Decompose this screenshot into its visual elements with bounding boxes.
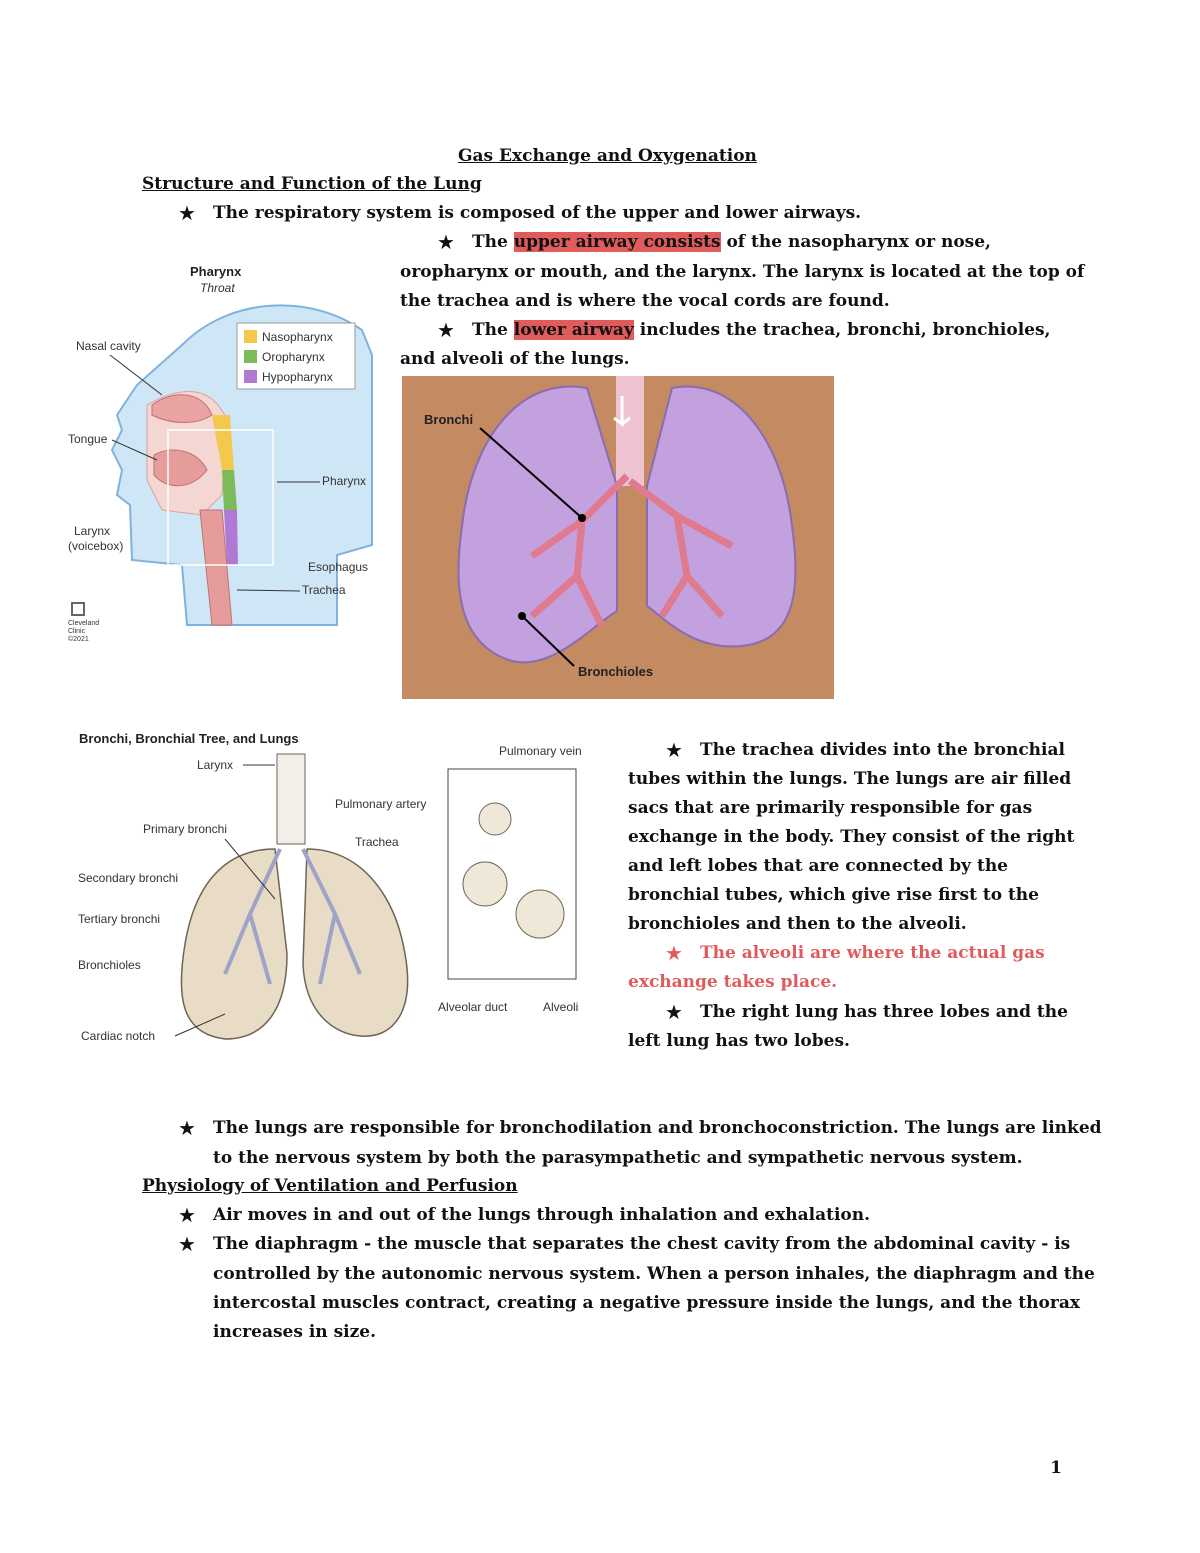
clinic-logo-icon bbox=[72, 603, 84, 615]
section-heading-physiology: Physiology of Ventilation and Perfusion bbox=[142, 1176, 518, 1196]
label-tongue: Tongue bbox=[68, 432, 108, 446]
lower-airway-post: includes the trachea, bronchi, bronchioles, bbox=[633, 320, 1051, 340]
pharynx-subtitle: Throat bbox=[200, 281, 235, 295]
page-title: Gas Exchange and Oxygenation bbox=[458, 146, 757, 166]
label-alveolar-duct: Alveolar duct bbox=[438, 1000, 508, 1014]
label-tertiary-bronchi: Tertiary bronchi bbox=[78, 912, 161, 926]
trachea-line-7: bronchioles and then to the alveoli. bbox=[628, 914, 967, 934]
star-icon: ★ bbox=[665, 941, 683, 965]
label-sketch-bronchioles: Bronchioles bbox=[78, 958, 141, 972]
label-nasal-cavity: Nasal cavity bbox=[76, 339, 141, 353]
star-icon: ★ bbox=[178, 1203, 196, 1227]
label-pulmonary-vein: Pulmonary vein bbox=[499, 744, 582, 758]
label-trachea: Trachea bbox=[302, 583, 346, 597]
page-number: 1 bbox=[1050, 1458, 1062, 1478]
alveoli-line-1: The alveoli are where the actual gas bbox=[700, 943, 1045, 963]
lungs-color-figure bbox=[402, 376, 834, 699]
upper-airway-pre: The bbox=[472, 232, 514, 252]
legend-nasopharynx: Nasopharynx bbox=[262, 330, 333, 344]
diaphragm-line-4: increases in size. bbox=[213, 1322, 376, 1342]
trachea-line-1: The trachea divides into the bronchial bbox=[700, 740, 1065, 760]
bullet-respiratory-system: The respiratory system is composed of the upper and lower airways. bbox=[213, 203, 862, 223]
lobes-line-1: The right lung has three lobes and the bbox=[700, 1002, 1068, 1022]
star-icon: ★ bbox=[178, 201, 196, 225]
star-icon: ★ bbox=[437, 230, 455, 254]
label-pharynx: Pharynx bbox=[322, 474, 367, 488]
trachea-line-3: sacs that are primarily responsible for gas bbox=[628, 798, 1033, 818]
lower-airway-highlight: lower airway bbox=[513, 320, 634, 340]
lobes-line-2: left lung has two lobes. bbox=[628, 1031, 850, 1051]
logo-line2: Clinic bbox=[68, 628, 86, 635]
trachea-tube bbox=[616, 376, 644, 486]
upper-airway-highlight: upper airway consists bbox=[513, 232, 721, 252]
alveoli-line-2: exchange takes place. bbox=[628, 972, 838, 992]
label-pulmonary-artery: Pulmonary artery bbox=[335, 797, 427, 811]
alveolus-cluster bbox=[516, 890, 564, 938]
label-sketch-larynx: Larynx bbox=[197, 758, 234, 772]
legend-oropharynx: Oropharynx bbox=[262, 350, 325, 364]
legend-swatch-hypopharynx bbox=[244, 370, 257, 383]
label-cardiac-notch: Cardiac notch bbox=[81, 1029, 156, 1043]
lower-airway-line2: and alveoli of the lungs. bbox=[400, 349, 630, 369]
diaphragm-line-3: intercostal muscles contract, creating a negative pressure inside the lungs, and the thorax bbox=[213, 1293, 1080, 1313]
pharynx-figure bbox=[62, 255, 382, 655]
bullet-air-moves: Air moves in and out of the lungs through inhalation and exhalation. bbox=[213, 1205, 871, 1225]
alveolus-cluster bbox=[479, 803, 511, 835]
trachea-line-5: and left lobes that are connected by the bbox=[628, 856, 1008, 876]
trachea-line-2: tubes within the lungs. The lungs are air filled bbox=[628, 769, 1072, 789]
trachea-line-4: exchange in the body. They consist of the right bbox=[628, 827, 1075, 847]
star-icon: ★ bbox=[437, 318, 455, 342]
star-icon: ★ bbox=[178, 1232, 196, 1256]
label-voicebox: (voicebox) bbox=[68, 539, 124, 553]
bullet-lower-airway bbox=[472, 316, 1050, 345]
label-bronchi: Bronchi bbox=[424, 412, 474, 427]
label-sketch-trachea: Trachea bbox=[355, 835, 399, 849]
label-alveoli: Alveoli bbox=[543, 1000, 579, 1014]
lungs-sketch-figure bbox=[75, 724, 615, 1064]
sketch-trachea bbox=[277, 754, 305, 844]
upper-airway-post: of the nasopharynx or nose, bbox=[720, 232, 991, 252]
section-heading-structure: Structure and Function of the Lung bbox=[142, 174, 482, 194]
label-larynx: Larynx bbox=[74, 524, 111, 538]
upper-airway-line2: oropharynx or mouth, and the larynx. The larynx is located at the top of bbox=[400, 262, 1085, 282]
label-secondary-bronchi: Secondary bronchi bbox=[78, 871, 179, 885]
star-icon: ★ bbox=[665, 1000, 683, 1024]
bronchodilation-line-1: The lungs are responsible for bronchodilation and bronchoconstriction. The lungs are linked bbox=[213, 1118, 1102, 1138]
upper-airway-line3: the trachea and is where the vocal cords are found. bbox=[400, 291, 890, 311]
diaphragm-line-2: controlled by the autonomic nervous system. When a person inhales, the diaphragm and the bbox=[213, 1264, 1095, 1284]
bronchodilation-line-2: to the nervous system by both the parasympathetic and sympathetic nervous system. bbox=[213, 1148, 1023, 1168]
sketch-title: Bronchi, Bronchial Tree, and Lungs bbox=[79, 731, 299, 746]
legend-swatch-oropharynx bbox=[244, 350, 257, 363]
bullet-upper-airway bbox=[472, 228, 991, 257]
diaphragm-line-1: The diaphragm - the muscle that separates the chest cavity from the abdominal cavity - is bbox=[213, 1234, 1071, 1254]
label-primary-bronchi: Primary bronchi bbox=[143, 822, 228, 836]
sketch-right-lung bbox=[181, 849, 287, 1039]
trachea-line-6: bronchial tubes, which give rise first to the bbox=[628, 885, 1039, 905]
legend-hypopharynx: Hypopharynx bbox=[262, 370, 333, 384]
legend-swatch-nasopharynx bbox=[244, 330, 257, 343]
lower-airway-pre: The bbox=[472, 320, 514, 340]
logo-line3: ©2021 bbox=[68, 636, 89, 643]
label-bronchioles: Bronchioles bbox=[578, 664, 654, 679]
alveolus-cluster bbox=[463, 862, 507, 906]
logo-line1: Cleveland bbox=[68, 620, 100, 627]
pharynx-title: Pharynx bbox=[190, 264, 242, 279]
label-esophagus: Esophagus bbox=[308, 560, 369, 574]
star-icon: ★ bbox=[178, 1116, 196, 1140]
star-icon: ★ bbox=[665, 738, 683, 762]
